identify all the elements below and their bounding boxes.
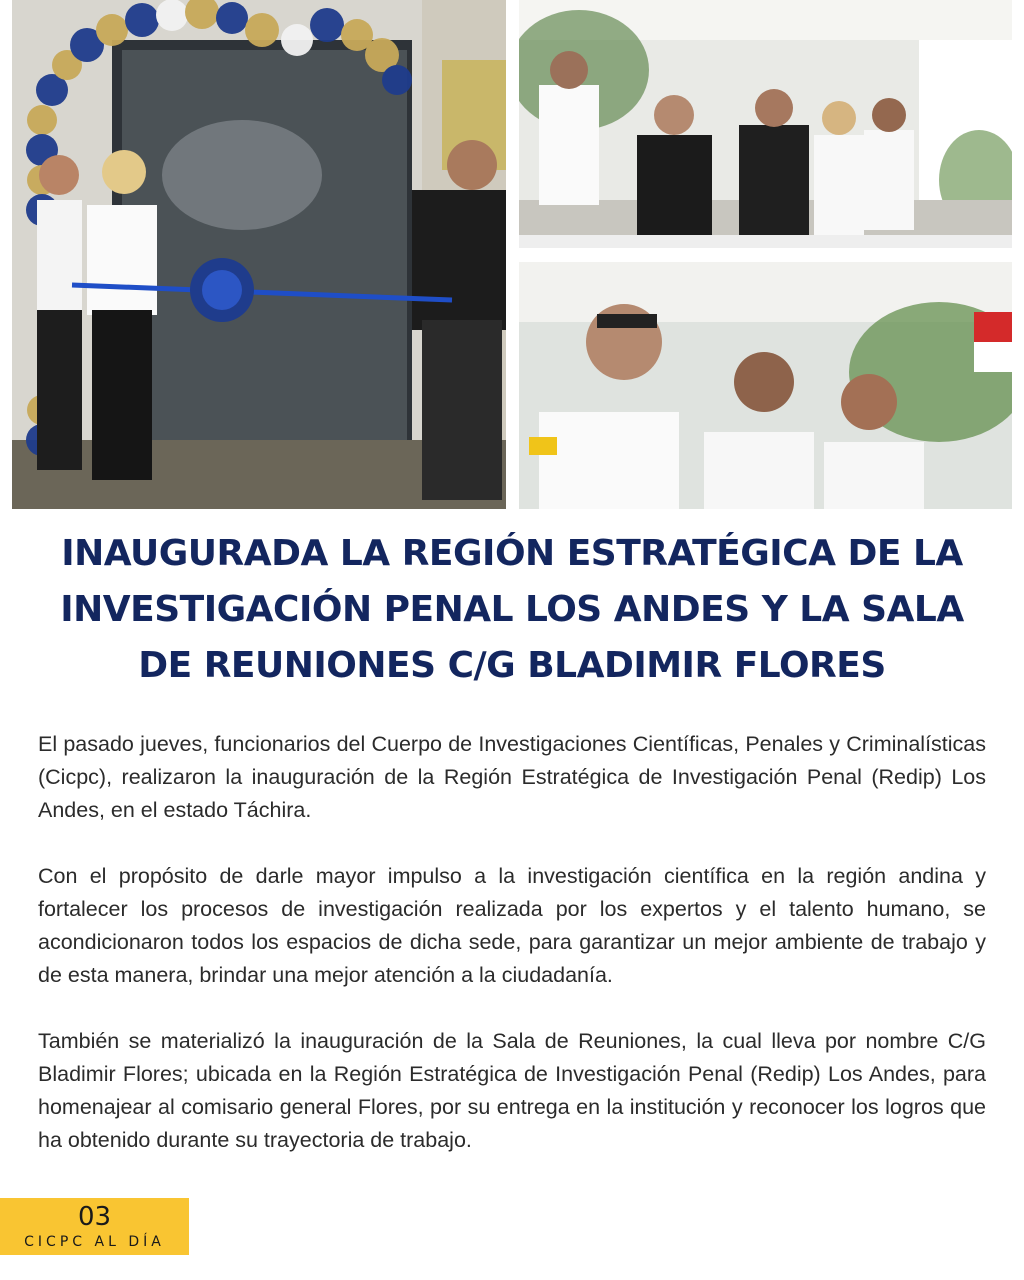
paragraph: Con el propósito de darle mayor impulso a la investigación científica en la región andina y fortalecer los procesos de investigación realizada por los expertos y el talento humano, se acondicionaron todos los espacios de dicha sede, para garantizar un mejor ambiente de trabajo y de esta manera, brindar una mejor atención a la ciudadanía. <box>38 864 986 987</box>
paragraph: El pasado jueves, funcionarios del Cuerpo de Investigaciones Científicas, Penales y Criminalísticas (Cicpc), realizaron la inauguración de la Región Estratégica de Investigación Penal (Redip) Los Andes, en el estado Táchira. <box>38 732 986 822</box>
presidium-image <box>519 0 1012 248</box>
officials-image <box>519 262 1012 509</box>
presidium-photo <box>519 0 1012 248</box>
ribbon-cutting-image <box>12 0 506 509</box>
headline: INAUGURADA LA REGIÓN ESTRATÉGICA DE LA INVESTIGACIÓN PENAL LOS ANDES Y LA SALA DE REUNIONES C/G BLADIMIR FLORES <box>60 533 964 686</box>
paragraph: También se materializó la inauguración de la Sala de Reuniones, la cual lleva por nombre C/G Bladimir Flores; ubicada en la Región Estratégica de Investigación Penal (Redip) Los Andes, para homenajear al comisario general Flores, por su entrega en la institución y reconocer los logros que ha obtenido durante su trayectoria de trabajo. <box>38 1029 986 1152</box>
footer-badge <box>0 1198 189 1255</box>
footer-brand: CICPC AL DÍA <box>24 1234 165 1250</box>
page-number: 03 <box>77 1202 112 1232</box>
main-photo <box>12 0 506 509</box>
article-body <box>38 728 986 1190</box>
officials-photo <box>519 262 1012 509</box>
